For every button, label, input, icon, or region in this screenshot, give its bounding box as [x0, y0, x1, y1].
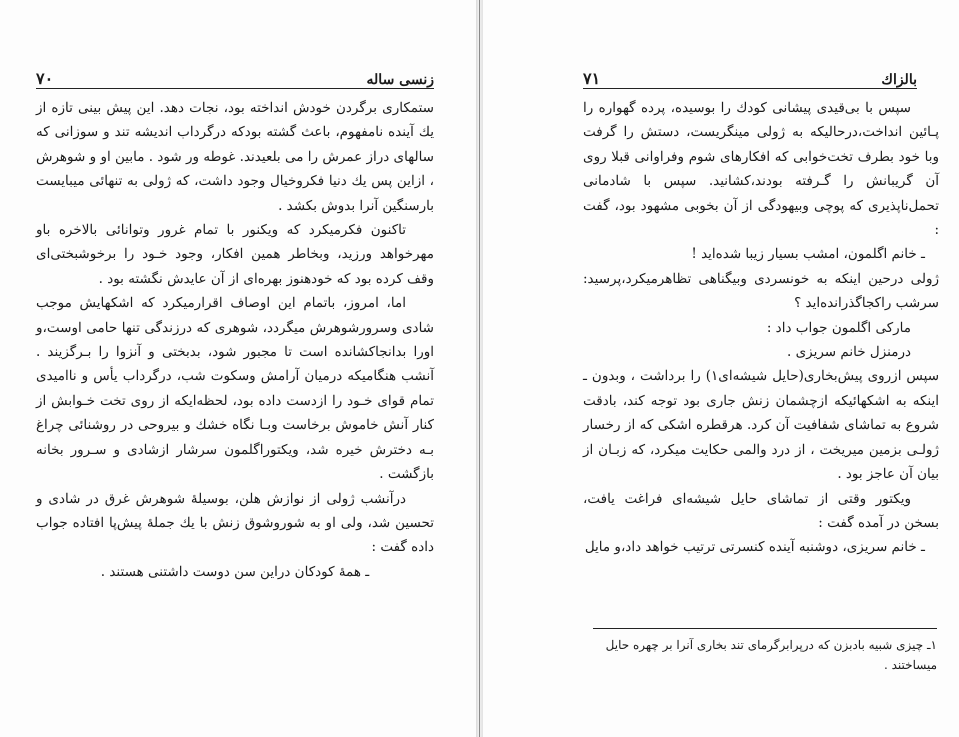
dialogue-line: ـ خانم سریزی، دوشنبه آینده کنسرتی ترتیب خواهد داد،و مایل: [584, 539, 925, 556]
dialogue-quote: ـ همهٔ کودکان دراین سن دوست داشتنی هستند .: [100, 563, 370, 580]
paragraph: مارکی اگلمون جواب داد :: [766, 319, 911, 336]
dialogue-line: ـ خانم اگلمون، امشب بسیار زیبا شده‌اید !: [691, 246, 925, 263]
paragraph: ژولی درحین اینکه به خونسردی وبیگناهی تظاهرمیکرد،پرسید: سرشب راکجاگذرانده‌اید ؟: [583, 270, 939, 312]
left-page-body: [36, 96, 434, 584]
right-page-body: [583, 96, 939, 560]
paragraph: ویکتور وقتی از تماشای حایل شیشه‌ای فراغت یافت، بسخن در آمده گفت :: [583, 490, 939, 531]
right-page: [483, 0, 959, 737]
left-page-header: [36, 62, 434, 89]
book-gutter: [476, 0, 483, 737]
footnote: [593, 628, 937, 675]
right-page-header: [583, 62, 917, 89]
running-title: بالزاك: [881, 72, 917, 88]
left-page: [0, 0, 476, 737]
paragraph: اما، امروز، باتمام این اوصاف اقرارمیکرد که اشکهایش موجب شادی وسرورشوهرش میگردد، شوهری که درزندگی تنها حامی اوست،و اورا بدانجاکشانده است تا مجبور شود، بدبختی و آنزوا را بـرگزیند . آنشب هنگامیکه درمیان آرامش وسکوت شب، درگرداب یأس و ناامیدی تمام قوای خـود را ازدست داده بود، لحظه‌ایکه از روی تخت خـوابش از کنار آنش خاموش برخاست وبـا نگاه خشك و بیروحی در روشنائی چراغ بـه دخترش خیره شد، ویکتوراگلمون سرشار ازشادی و سـرور بخانه بازگشت .: [36, 295, 434, 483]
page-number: ۷۱: [583, 69, 601, 88]
paragraph: سپس با بی‌قیدی پیشانی کودك را بوسیده، پرده گهواره را پـائین انداخت،درحالیکه به ژولی مینگریست، دستش را گرفت وبا خود بطرف تخت‌خوابی که افکارهای شوم وفراوانی قبلا روی آن گریبانش را گـرفته بودند،کشانید. سپس با شادمانی تحمل‌ناپذیری که پوچی وبیهودگی از آن بخوبی مشهود بود، گفت :: [583, 100, 939, 239]
paragraph: تاکنون فکرمیکرد که ویکنور با تمام غرور وتوانائی بالاخره باو مهرخواهد ورزید، وبخاطر همین افکار، وجود خـود را برخوشبختی‌ای وقف کرده بود که خودهنوز بهره‌ای از آن عایدش نگشته بود .: [36, 222, 434, 287]
page-number: ۷۰: [36, 69, 54, 88]
running-title: زنسی ساله: [366, 72, 434, 88]
paragraph: درآنشب ژولی از نوازش هلن، بوسیلهٔ شوهرش غرق در شادی و تحسین شد، ولی او به شوروشوق زنش با یك جملهٔ پیش‌پا افتاده جواب داده گفت :: [36, 490, 434, 556]
paragraph: ستمکاری برگردن خودش انداخته بود، نجات دهد. این پیش بینی تازه از یك آینده نامفهوم، باعث گشته بودکه درگرداب اندیشه تند و سوزانی که سالهای دراز عمرش را می بلعیدند. غوطه ور شود . مابین او و شوهرش ، ازاین پس یك دنیا فکروخیال وجود داشت، که ژولی به تنهائی میبایست بارسنگین آنرا بدوش بکشد .: [36, 100, 434, 214]
footnote-text: ۱ـ چیزی شبیه بادبزن که درپرابرگرمای تند بخاری آنرا بر چهره حایل میساختند .: [605, 638, 937, 672]
paragraph: درمنزل خانم سریزی .: [787, 344, 911, 361]
paragraph: سپس ازروی پیش‌بخاری(حایل شیشه‌ای۱) را برداشت ، وبدون ـ اینکه به اشکهائیکه ازچشمان زنش جاری بود توجه کند، بادقت شروع به تماشای شفافیت آن کرد. هرقطره اشکی که از رخسار ژولـی بزمین میریخت ، از درد والمی حکایت میکرد، که زبـان از بیان آن عاجز بود .: [583, 368, 940, 483]
